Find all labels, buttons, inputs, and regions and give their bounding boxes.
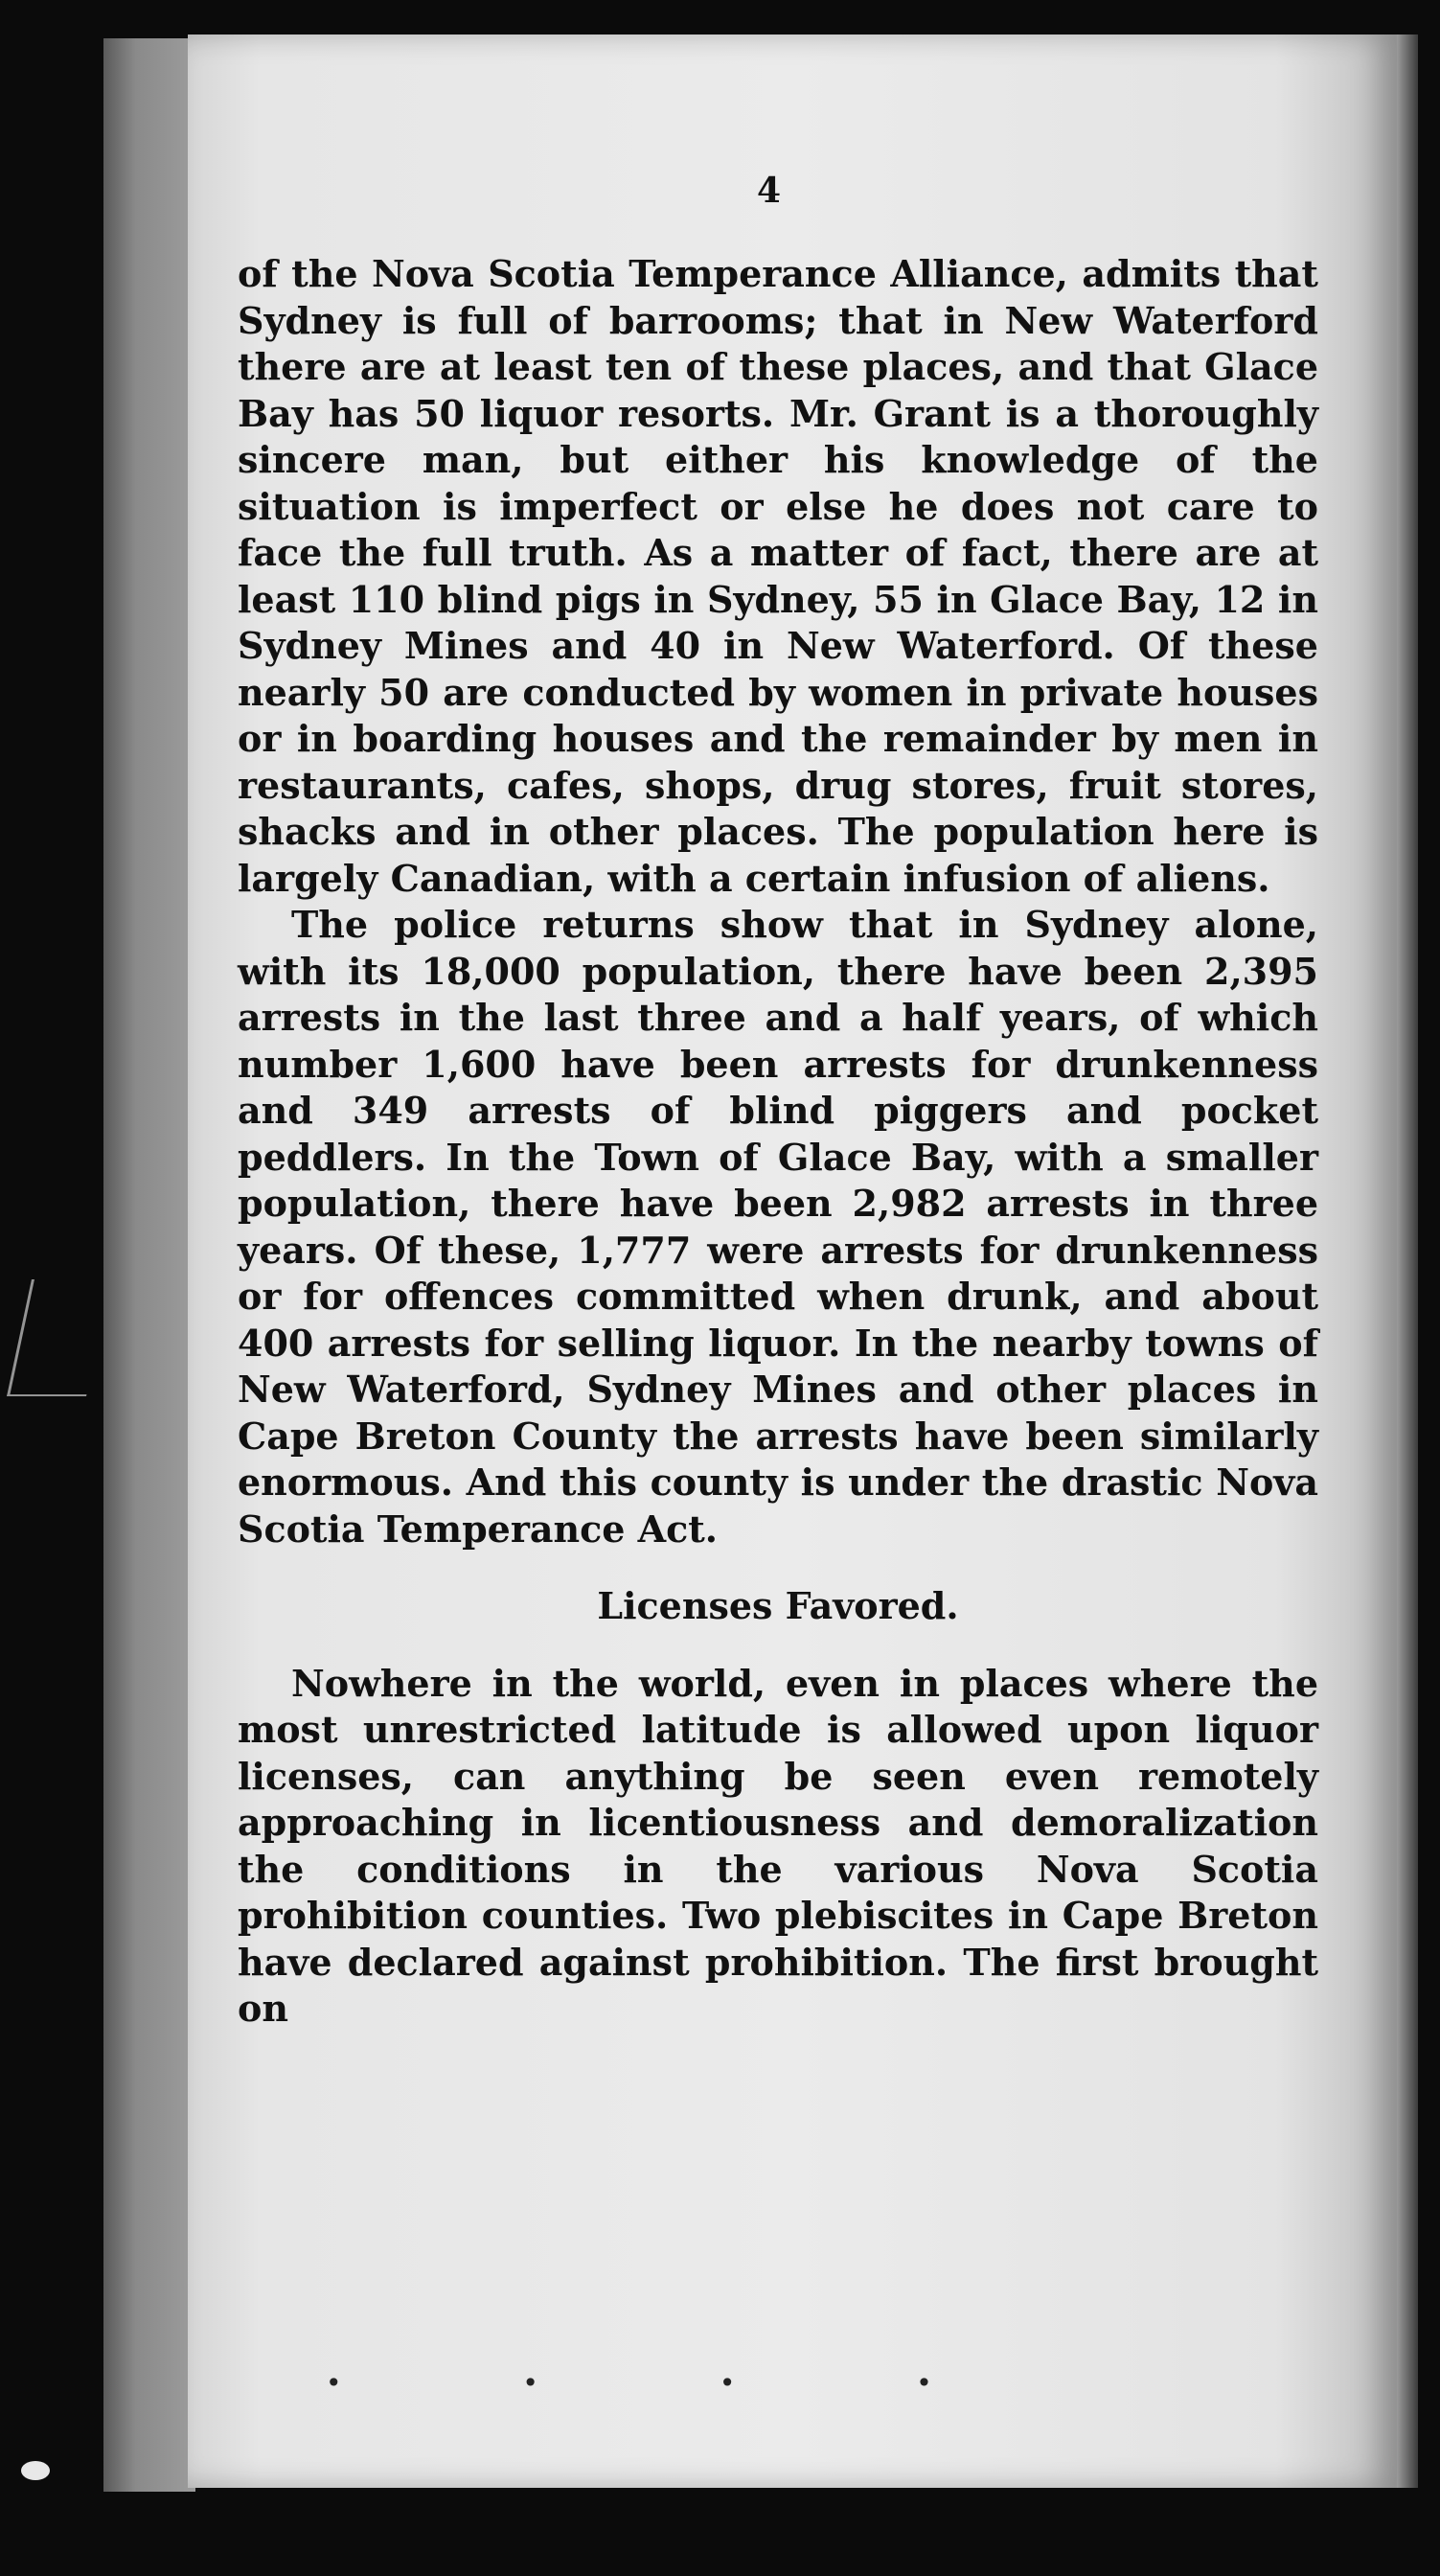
paragraph-licenses: Nowhere in the world, even in places where the most unrestricted latitude is allowed upon liquor licenses, can anything be seen even remotely approaching in licentiousness and demoralization the conditions in the various Nova Scotia prohibition counties. Two plebiscites in Cape Breton have declared against prohibition. The first brought on (238, 1661, 1318, 2030)
scan-dust-spot (21, 2461, 50, 2480)
section-heading: Licenses Favored. (597, 1584, 959, 1627)
body-text (238, 251, 1318, 2033)
scan-speckle-marks: • • • • (326, 2367, 1018, 2399)
scan-scratch-mark (7, 1279, 111, 1396)
paragraph-police-returns: The police returns show that in Sydney alone, with its 18,000 population, there have been 2,395 arrests in the last three and a half years, of which number 1,600 have been arrests for drunkenness and 349 arrests of blind piggers and pocket peddlers. In the Town of Glace Bay, with a smaller population, there have been 2,982 arrests in three years. Of these, 1,777 were arrests for drunkenness or for offences committed when drunk, and about 400 arrests for selling liquor. In the nearby towns of New Waterford, Sydney Mines and other places in Cape Breton County the arrests have been similarly enormous. And this county is under the drastic Nova Scotia Temperance Act. (238, 903, 1318, 1551)
scan-left-margin (103, 38, 195, 2492)
page-number: 4 (757, 171, 782, 211)
paragraph-continuation: of the Nova Scotia Temperance Alliance, admits that Sydney is full of barrooms; that in New Waterford there are at least ten of these places, and that Glace Bay has 50 liquor resorts. Mr. Grant is a thoroughly sincere man, but either his knowledge of the situation is imperfect or else he does not care to face the full truth. As a matter of fact, there are at least 110 blind pigs in Sydney, 55 in Glace Bay, 12 in Sydney Mines and 40 in New Waterford. Of these nearly 50 are conducted by women in private houses or in boarding houses and the remainder by men in restaurants, cafes, shops, drug stores, fruit stores, shacks and in other places. The population here is largely Canadian, with a certain infusion of aliens. (238, 252, 1318, 900)
scan-right-edge (1397, 34, 1418, 2488)
